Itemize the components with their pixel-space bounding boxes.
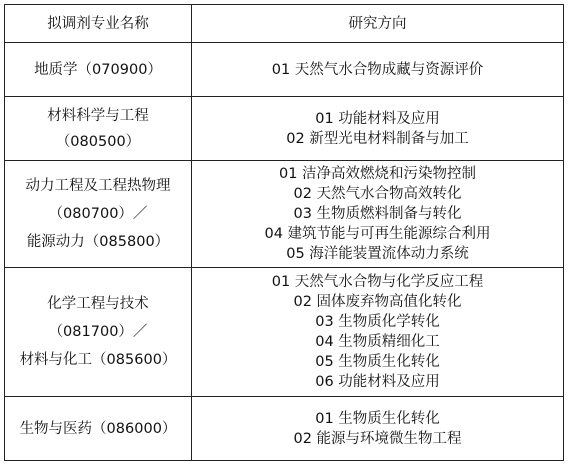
- research-directions-cell: [192, 397, 564, 461]
- major-code-line: （080700）／: [48, 206, 148, 222]
- research-directions-cell: [192, 97, 564, 161]
- major-name-line: 地质学（070900）: [34, 61, 162, 78]
- research-direction-item: 02 能源与环境微生物工程: [293, 430, 462, 447]
- major-name-line: 材料科学与工程: [47, 107, 149, 124]
- major-code-line: （080500）: [55, 133, 141, 150]
- research-directions-cell: [192, 268, 564, 397]
- major-name-cell: [5, 397, 192, 461]
- research-direction-item: 03 生物质化学转化: [315, 314, 440, 330]
- research-direction-item: 01 生物质生化转化: [315, 410, 440, 427]
- major-name-line: 动力工程及工程热物理: [25, 178, 171, 194]
- table-header-row: [5, 5, 564, 43]
- research-direction-item: 06 功能材料及应用: [315, 374, 440, 390]
- header-major-name: 拟调剂专业名称: [5, 5, 192, 43]
- research-direction-item: 05 生物质生化转化: [315, 354, 440, 370]
- research-direction-item: 04 生物质精细化工: [315, 334, 440, 350]
- research-direction-item: 05 海洋能装置流体动力系统: [286, 246, 469, 262]
- major-code-line: （081700）／: [48, 324, 148, 340]
- header-research-direction: 研究方向: [192, 5, 564, 43]
- research-direction-item: 01 功能材料及应用: [315, 110, 440, 127]
- table-row: [5, 268, 564, 397]
- table-row: [5, 161, 564, 268]
- major-name-line: 材料与化工（085600）: [19, 352, 177, 368]
- research-direction-item: 04 建筑节能与可再生能源综合利用: [264, 226, 491, 242]
- research-direction-item: 01 洁净高效燃烧和污染物控制: [278, 166, 477, 182]
- major-name-line: 生物与医药（086000）: [19, 420, 177, 437]
- major-name-line: 能源动力（085800）: [26, 234, 170, 250]
- research-direction-item: 02 固体废弃物高值化转化: [293, 294, 462, 310]
- major-name-cell: [5, 97, 192, 161]
- research-directions-cell: [192, 43, 564, 97]
- research-direction-item: 03 生物质燃料制备与转化: [293, 206, 462, 222]
- research-direction-item: 01 天然气水合物与化学反应工程: [271, 274, 484, 290]
- major-name-cell: [5, 161, 192, 268]
- major-name-cell: [5, 43, 192, 97]
- table-row: [5, 397, 564, 461]
- table-row: [5, 97, 564, 161]
- major-name-line: 化学工程与技术: [47, 296, 149, 312]
- research-directions-cell: [192, 161, 564, 268]
- major-name-cell: [5, 268, 192, 397]
- adjustment-majors-table: [4, 4, 564, 461]
- research-direction-item: 01 天然气水合物成藏与资源评价: [271, 61, 484, 78]
- research-direction-item: 02 天然气水合物高效转化: [293, 186, 462, 202]
- research-direction-item: 02 新型光电材料制备与加工: [286, 130, 469, 147]
- table-row: [5, 43, 564, 97]
